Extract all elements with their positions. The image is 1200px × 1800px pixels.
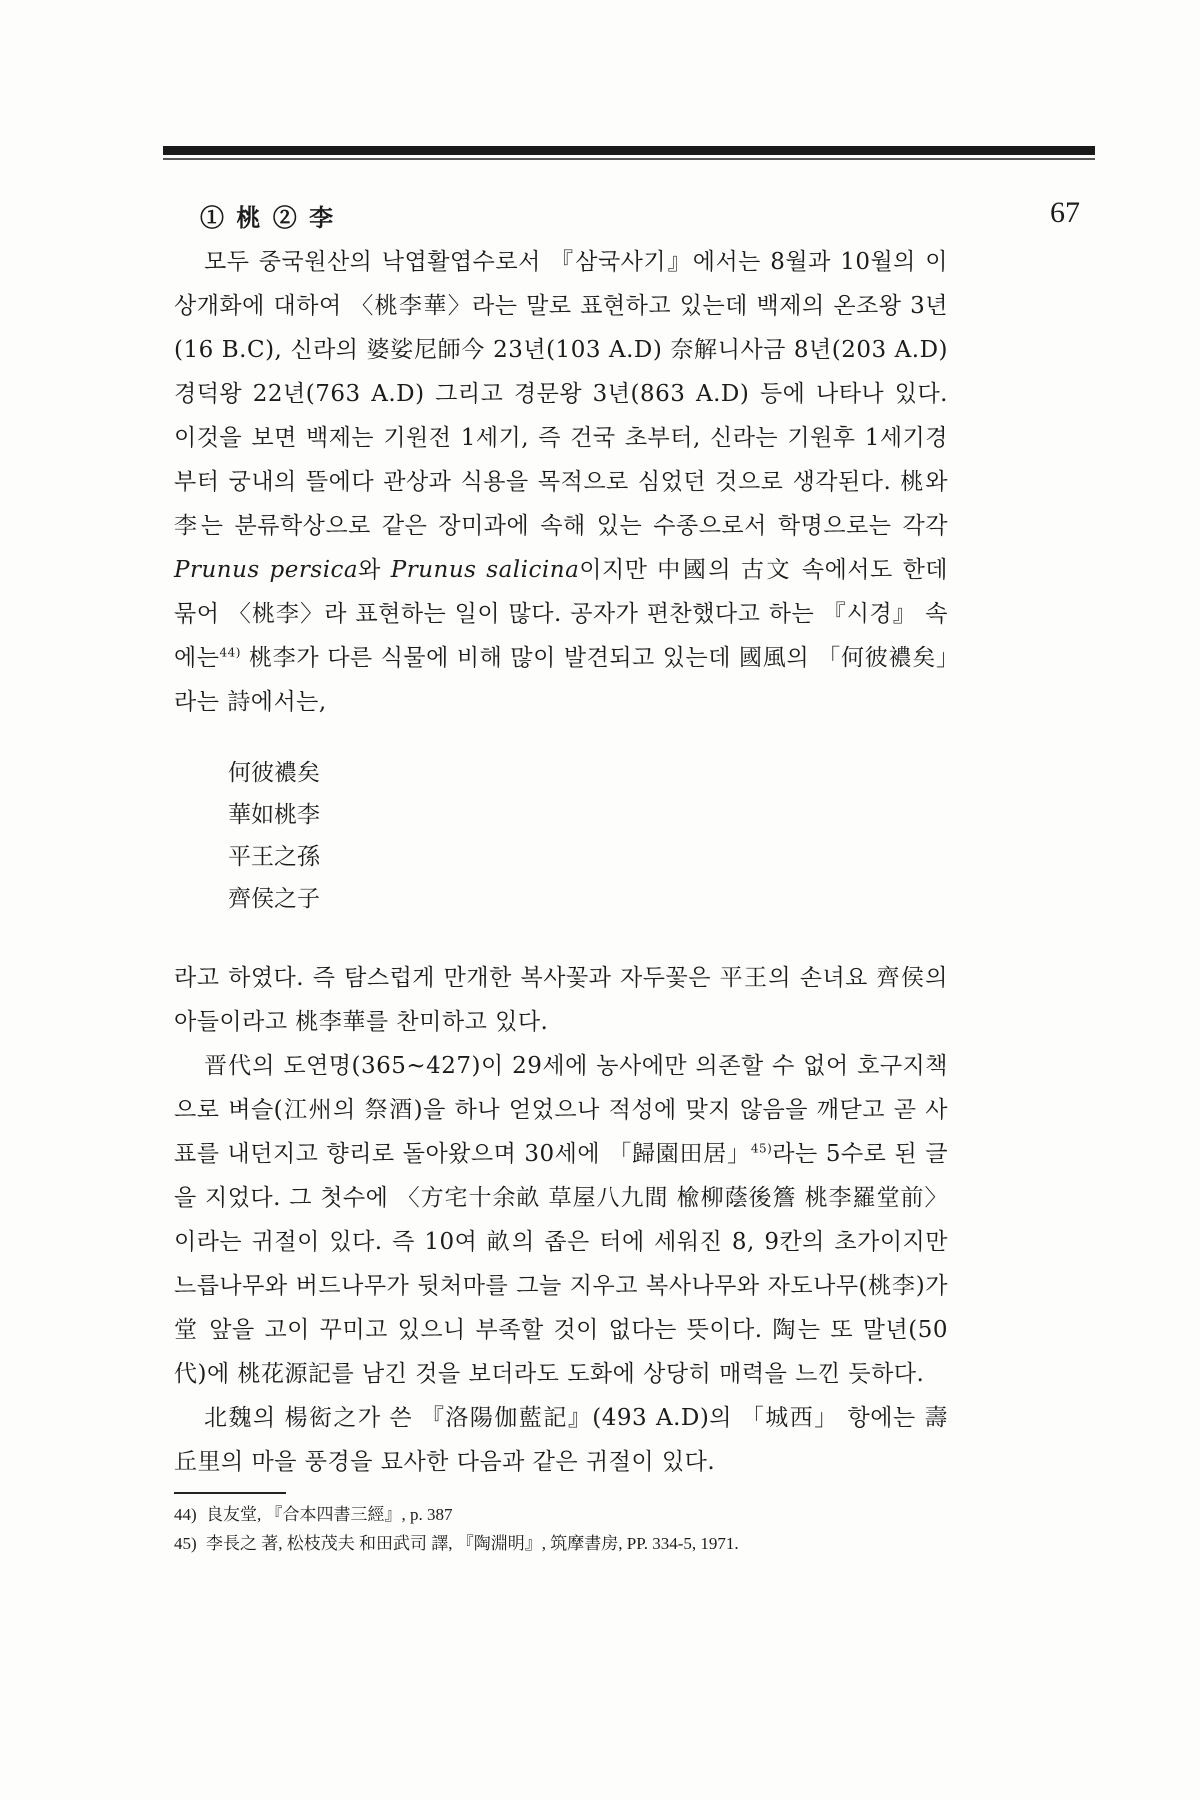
paragraph-3 <box>174 1044 948 1396</box>
footnote-number: 44) <box>174 1505 197 1524</box>
poem-line-3: 平王之孫 <box>228 844 320 870</box>
section-heading: ① 桃 ② 李 <box>200 203 336 232</box>
page-content <box>174 200 948 1558</box>
footnote-ref-45: 45) <box>750 1141 773 1156</box>
poem-line-1: 何彼襛矣 <box>228 760 320 786</box>
poem-line-2: 華如桃李 <box>228 802 320 828</box>
para1-text-b: 와 <box>358 557 391 583</box>
latin-name-persica: Prunus persica <box>174 557 359 583</box>
header-rule-thin <box>163 158 1095 160</box>
poem-block <box>228 752 948 920</box>
para3-text-b: 라는 5수로 된 글을 지었다. 그 첫수에 〈方宅十余畝 草屋八九間 楡柳蔭後簷 桃李羅堂前〉이라는 귀절이 있다. 즉 10여 畝의 좁은 터에 세워진 8, 9칸의 초가이지만 느릅나무와 버드나무가 뒷처마를 그늘 지우고 복사나무와 자도나무(桃李)가 堂 앞을 고이 꾸미고 있으니 부족할 것이 없다는 뜻이다. 陶는 또 말년(50代)에 桃花源記를 남긴 것을 보더라도 도화에 상당히 매력을 느낀 듯하다. <box>174 1141 948 1387</box>
paragraph-2: 라고 하였다. 즉 탐스럽게 만개한 복사꽃과 자두꽃은 平王의 손녀요 齊侯의 아들이라고 桃李華를 찬미하고 있다. <box>174 965 948 1035</box>
footnote-text: 良友堂, 『合本四書三經』, p. 387 <box>206 1505 453 1524</box>
footnote-number: 45) <box>174 1534 197 1553</box>
para1-text-a: 모두 중국원산의 낙엽활엽수로서 『삼국사기』에서는 8월과 10월의 이상개화에 대하여 〈桃李華〉라는 말로 표현하고 있는데 백제의 온조왕 3년(16 B.C), 신라의 婆娑尼師今 23년(103 A.D) 奈解니사금 8년(203 A.D) 경덕왕 22년(763 A.D) 그리고 경문왕 3년(863 A.D) 등에 나타나 있다. 이것을 보면 백제는 기원전 1세기, 즉 건국 초부터, 신라는 기원후 1세기경부터 궁내의 뜰에다 관상과 식용을 목적으로 심었던 것으로 생각된다. 桃와 李는 분류학상으로 같은 장미과에 속해 있는 수종으로서 학명으로는 각각 <box>174 249 948 539</box>
paragraph-4: 北魏의 楊衒之가 쓴 『洛陽伽藍記』(493 A.D)의 「城西」 항에는 壽丘里의 마을 풍경을 묘사한 다음과 같은 귀절이 있다. <box>174 1405 948 1475</box>
footnote-text: 李長之 著, 松枝茂夫 和田武司 譯, 『陶淵明』, 筑摩書房, PP. 334-5, 1971. <box>206 1534 739 1553</box>
latin-name-salicina: Prunus salicina <box>390 557 580 583</box>
paragraph-1 <box>174 240 948 724</box>
para3-text-a: 晋代의 도연명(365~427)이 29세에 농사에만 의존할 수 없어 호구지책으로 벼슬(江州의 祭酒)을 하나 얻었으나 적성에 맞지 않음을 깨닫고 곧 사표를 내던지고 향리로 돌아왔으며 30세에 「歸園田居」 <box>174 1053 948 1167</box>
footnote-rule <box>174 1492 286 1494</box>
para1-text-c: 이지만 中國의 古文 속에서도 한데 묶어 〈桃李〉라 표현하는 일이 많다. 공자가 편찬했다고 하는 『시경』 속에는 <box>174 557 949 671</box>
footnote-44 <box>174 1500 948 1529</box>
header-rule-thick <box>163 146 1095 155</box>
poem-line-4: 齊侯之子 <box>228 886 320 912</box>
footnote-45 <box>174 1529 948 1558</box>
footnote-ref-44: 44) <box>219 645 241 660</box>
para1-text-d: 桃李가 다른 식물에 비해 많이 발견되고 있는데 國風의 「何彼襛矣」라는 詩에서는, <box>174 645 948 715</box>
page-number: 67 <box>1050 196 1080 229</box>
